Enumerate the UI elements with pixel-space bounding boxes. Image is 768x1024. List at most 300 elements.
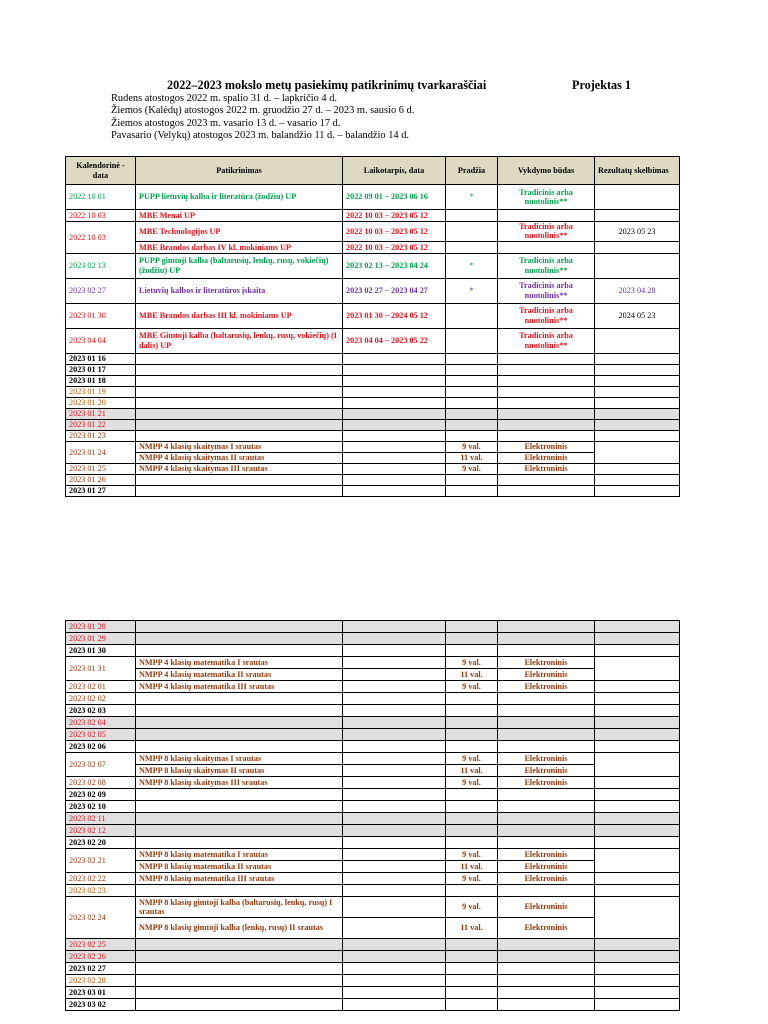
table-row bbox=[66, 185, 680, 210]
start-cell: 9 val. bbox=[446, 657, 498, 669]
result-cell bbox=[595, 975, 680, 987]
holiday-list bbox=[111, 93, 414, 143]
mode-cell bbox=[498, 789, 595, 801]
mode-cell: Tradicinis arba nuotolinis** bbox=[498, 222, 595, 242]
mode-cell: Elektroninis bbox=[498, 681, 595, 693]
table-row bbox=[66, 669, 680, 681]
result-cell bbox=[595, 441, 680, 463]
table-row bbox=[66, 485, 680, 496]
start-cell bbox=[446, 408, 498, 419]
result-cell bbox=[595, 241, 680, 253]
mode-cell bbox=[498, 963, 595, 975]
date-cell: 2023 02 27 bbox=[66, 963, 136, 975]
mode-cell bbox=[498, 987, 595, 999]
table-row bbox=[66, 729, 680, 741]
mode-cell bbox=[498, 241, 595, 253]
test-name-cell: MBE Menai UP bbox=[136, 210, 343, 222]
test-name-cell: PUPP lietuvių kalba ir literatūra (žodžiu) UP bbox=[136, 185, 343, 210]
mode-cell bbox=[498, 999, 595, 1011]
mode-cell: Elektroninis bbox=[498, 452, 595, 463]
mode-cell bbox=[498, 621, 595, 633]
start-cell: 9 val. bbox=[446, 463, 498, 474]
holiday-christmas: Žiemos (Kalėdų) atostogos 2022 m. gruodžio 27 d. – 2023 m. sausio 6 d. bbox=[111, 105, 415, 117]
test-name-cell bbox=[136, 729, 343, 741]
start-cell: 9 val. bbox=[446, 849, 498, 861]
result-cell bbox=[595, 789, 680, 801]
table-row bbox=[66, 430, 680, 441]
period-cell bbox=[343, 789, 446, 801]
date-cell: 2023 01 27 bbox=[66, 485, 136, 496]
date-cell: 2023 01 28 bbox=[66, 621, 136, 633]
table-row bbox=[66, 897, 680, 918]
mode-cell: Tradicinis arba nuotolinis** bbox=[498, 303, 595, 328]
mode-cell bbox=[498, 885, 595, 897]
result-cell bbox=[595, 999, 680, 1011]
start-cell bbox=[446, 430, 498, 441]
period-cell bbox=[343, 657, 446, 669]
mode-cell: Elektroninis bbox=[498, 669, 595, 681]
period-cell bbox=[343, 987, 446, 999]
date-cell: 2023 01 19 bbox=[66, 386, 136, 397]
test-name-cell: PUPP gimtoji kalba (baltarusių, lenkų, rusų, vokiečių) (žodžiu) UP bbox=[136, 253, 343, 278]
test-name-cell bbox=[136, 693, 343, 705]
result-cell bbox=[595, 693, 680, 705]
test-name-cell: NMPP 8 klasių skaitymas I srautas bbox=[136, 753, 343, 765]
date-cell: 2023 02 05 bbox=[66, 729, 136, 741]
start-cell: 9 val. bbox=[446, 441, 498, 452]
start-cell bbox=[446, 364, 498, 375]
mode-cell bbox=[498, 645, 595, 657]
start-cell bbox=[446, 375, 498, 386]
start-cell: 9 val. bbox=[446, 777, 498, 789]
start-cell bbox=[446, 837, 498, 849]
date-cell: 2023 02 02 bbox=[66, 693, 136, 705]
table-row bbox=[66, 681, 680, 693]
table-row bbox=[66, 873, 680, 885]
table-row bbox=[66, 918, 680, 939]
start-cell: 11 val. bbox=[446, 452, 498, 463]
period-cell bbox=[343, 693, 446, 705]
result-cell bbox=[595, 873, 680, 885]
table-row bbox=[66, 861, 680, 873]
period-cell bbox=[343, 813, 446, 825]
period-cell bbox=[343, 705, 446, 717]
period-cell: 2023 02 13 – 2023 04 24 bbox=[343, 253, 446, 278]
date-cell: 2022 10 03 bbox=[66, 210, 136, 222]
start-cell: 11 val. bbox=[446, 918, 498, 939]
table-row bbox=[66, 705, 680, 717]
start-cell: 9 val. bbox=[446, 681, 498, 693]
date-cell: 2023 01 25 bbox=[66, 463, 136, 474]
test-name-cell: MBE Brandos darbas III kl. mokiniams UP bbox=[136, 303, 343, 328]
mode-cell: Elektroninis bbox=[498, 765, 595, 777]
start-cell bbox=[446, 885, 498, 897]
table-row bbox=[66, 999, 680, 1011]
date-cell: 2023 02 21 bbox=[66, 849, 136, 873]
date-cell: 2023 02 28 bbox=[66, 975, 136, 987]
test-name-cell bbox=[136, 999, 343, 1011]
table-row bbox=[66, 741, 680, 753]
period-cell bbox=[343, 729, 446, 741]
table-row bbox=[66, 353, 680, 364]
project-label: Projektas 1 bbox=[572, 78, 632, 92]
mode-cell: Elektroninis bbox=[498, 873, 595, 885]
period-cell bbox=[343, 419, 446, 430]
test-name-cell bbox=[136, 645, 343, 657]
mode-cell bbox=[498, 375, 595, 386]
result-cell bbox=[595, 430, 680, 441]
table-row bbox=[66, 939, 680, 951]
table-row bbox=[66, 777, 680, 789]
start-cell: 9 val. bbox=[446, 897, 498, 918]
start-cell bbox=[446, 474, 498, 485]
mode-cell: Tradicinis arba nuotolinis** bbox=[498, 185, 595, 210]
test-name-cell: NMPP 8 klasių matematika I srautas bbox=[136, 849, 343, 861]
result-cell bbox=[595, 801, 680, 813]
result-cell bbox=[595, 951, 680, 963]
start-cell bbox=[446, 975, 498, 987]
result-cell bbox=[595, 419, 680, 430]
date-cell: 2023 02 25 bbox=[66, 939, 136, 951]
date-cell: 2023 01 30 bbox=[66, 645, 136, 657]
period-cell bbox=[343, 452, 446, 463]
table-row bbox=[66, 951, 680, 963]
date-cell: 2023 01 29 bbox=[66, 633, 136, 645]
start-cell bbox=[446, 825, 498, 837]
date-cell: 2023 02 11 bbox=[66, 813, 136, 825]
period-cell bbox=[343, 645, 446, 657]
test-name-cell: Lietuvių kalbos ir literatūros įskaita bbox=[136, 278, 343, 303]
date-cell: 2023 02 10 bbox=[66, 801, 136, 813]
start-cell bbox=[446, 241, 498, 253]
date-cell: 2023 01 21 bbox=[66, 408, 136, 419]
table-row bbox=[66, 463, 680, 474]
period-cell bbox=[343, 801, 446, 813]
schedule-table-page2 bbox=[65, 620, 680, 1011]
period-cell bbox=[343, 897, 446, 918]
result-cell bbox=[595, 408, 680, 419]
start-cell: * bbox=[446, 185, 498, 210]
result-cell bbox=[595, 657, 680, 681]
mode-cell bbox=[498, 813, 595, 825]
period-cell: 2022 10 03 – 2023 05 12 bbox=[343, 222, 446, 242]
result-cell bbox=[595, 621, 680, 633]
result-cell bbox=[595, 729, 680, 741]
table-row bbox=[66, 441, 680, 452]
period-cell: 2023 02 27 – 2023 04 27 bbox=[343, 278, 446, 303]
result-cell bbox=[595, 777, 680, 789]
start-cell bbox=[446, 801, 498, 813]
result-cell bbox=[595, 813, 680, 825]
mode-cell: Elektroninis bbox=[498, 918, 595, 939]
test-name-cell: NMPP 4 klasių skaitymas II srautas bbox=[136, 452, 343, 463]
date-cell: 2023 02 07 bbox=[66, 753, 136, 777]
date-cell: 2023 04 04 bbox=[66, 328, 136, 353]
table-row bbox=[66, 717, 680, 729]
table-row bbox=[66, 210, 680, 222]
test-name-cell: MBE Technologijos UP bbox=[136, 222, 343, 242]
mode-cell bbox=[498, 693, 595, 705]
mode-cell bbox=[498, 474, 595, 485]
test-name-cell bbox=[136, 837, 343, 849]
date-cell: 2023 03 01 bbox=[66, 987, 136, 999]
test-name-cell bbox=[136, 397, 343, 408]
table-row bbox=[66, 633, 680, 645]
date-cell: 2023 02 08 bbox=[66, 777, 136, 789]
result-cell bbox=[595, 705, 680, 717]
table-row bbox=[66, 241, 680, 253]
header-period: Laikotarpis, data bbox=[343, 157, 446, 185]
result-cell bbox=[595, 645, 680, 657]
table-row bbox=[66, 825, 680, 837]
test-name-cell bbox=[136, 825, 343, 837]
table-row bbox=[66, 253, 680, 278]
mode-cell bbox=[498, 485, 595, 496]
table-row bbox=[66, 645, 680, 657]
period-cell bbox=[343, 441, 446, 452]
holiday-autumn: Rudens atostogos 2022 m. spalio 31 d. – lapkričio 4 d. bbox=[111, 93, 337, 104]
table-row bbox=[66, 765, 680, 777]
table-row bbox=[66, 987, 680, 999]
table-row bbox=[66, 386, 680, 397]
mode-cell: Elektroninis bbox=[498, 777, 595, 789]
period-cell bbox=[343, 885, 446, 897]
start-cell bbox=[446, 353, 498, 364]
mode-cell: Elektroninis bbox=[498, 861, 595, 873]
test-name-cell: NMPP 8 klasių gimtoji kalba (baltarusių, lenkų, rusų) I srautas bbox=[136, 897, 343, 918]
document-header bbox=[0, 78, 768, 142]
table-row bbox=[66, 452, 680, 463]
holiday-winter: Žiemos atostogos 2023 m. vasario 13 d. – vasario 17 d. bbox=[111, 117, 341, 129]
date-cell: 2023 02 20 bbox=[66, 837, 136, 849]
test-name-cell bbox=[136, 485, 343, 496]
table-row bbox=[66, 375, 680, 386]
table-row bbox=[66, 621, 680, 633]
test-name-cell bbox=[136, 975, 343, 987]
period-cell bbox=[343, 463, 446, 474]
table-row bbox=[66, 813, 680, 825]
mode-cell bbox=[498, 729, 595, 741]
start-cell bbox=[446, 987, 498, 999]
result-cell bbox=[595, 375, 680, 386]
table-row bbox=[66, 408, 680, 419]
mode-cell bbox=[498, 975, 595, 987]
date-cell: 2023 01 16 bbox=[66, 353, 136, 364]
result-cell bbox=[595, 849, 680, 873]
result-cell bbox=[595, 397, 680, 408]
period-cell bbox=[343, 999, 446, 1011]
result-cell bbox=[595, 463, 680, 474]
period-cell bbox=[343, 777, 446, 789]
mode-cell bbox=[498, 705, 595, 717]
mode-cell: Elektroninis bbox=[498, 463, 595, 474]
period-cell bbox=[343, 837, 446, 849]
date-cell: 2023 02 01 bbox=[66, 681, 136, 693]
header-mode: Vykdymo būdas bbox=[498, 157, 595, 185]
period-cell bbox=[343, 408, 446, 419]
date-cell: 2023 01 18 bbox=[66, 375, 136, 386]
date-cell: 2023 01 24 bbox=[66, 441, 136, 463]
test-name-cell bbox=[136, 375, 343, 386]
date-cell: 2023 02 09 bbox=[66, 789, 136, 801]
result-cell bbox=[595, 885, 680, 897]
result-cell bbox=[595, 963, 680, 975]
period-cell bbox=[343, 951, 446, 963]
result-cell bbox=[595, 485, 680, 496]
start-cell bbox=[446, 645, 498, 657]
period-cell bbox=[343, 353, 446, 364]
date-cell: 2023 02 13 bbox=[66, 253, 136, 278]
period-cell bbox=[343, 753, 446, 765]
table-row bbox=[66, 328, 680, 353]
test-name-cell bbox=[136, 705, 343, 717]
result-cell bbox=[595, 386, 680, 397]
test-name-cell bbox=[136, 430, 343, 441]
result-cell bbox=[595, 897, 680, 939]
result-cell bbox=[595, 633, 680, 645]
date-cell: 2023 01 30 bbox=[66, 303, 136, 328]
period-cell bbox=[343, 939, 446, 951]
start-cell bbox=[446, 621, 498, 633]
start-cell bbox=[446, 705, 498, 717]
mode-cell: Elektroninis bbox=[498, 441, 595, 452]
period-cell bbox=[343, 765, 446, 777]
table-row bbox=[66, 419, 680, 430]
table-row bbox=[66, 222, 680, 242]
test-name-cell bbox=[136, 951, 343, 963]
period-cell bbox=[343, 861, 446, 873]
mode-cell: Tradicinis arba nuotolinis** bbox=[498, 278, 595, 303]
test-name-cell bbox=[136, 419, 343, 430]
period-cell: 2022 10 03 – 2023 05 12 bbox=[343, 210, 446, 222]
test-name-cell: NMPP 4 klasių matematika III srautas bbox=[136, 681, 343, 693]
mode-cell: Elektroninis bbox=[498, 657, 595, 669]
period-cell bbox=[343, 621, 446, 633]
test-name-cell bbox=[136, 353, 343, 364]
start-cell: 9 val. bbox=[446, 873, 498, 885]
test-name-cell: MBE Brandos darbas IV kl. mokiniams UP bbox=[136, 241, 343, 253]
start-cell bbox=[446, 485, 498, 496]
test-name-cell bbox=[136, 939, 343, 951]
table-row bbox=[66, 693, 680, 705]
holiday-easter: Pavasario (Velykų) atostogos 2023 m. balandžio 11 d. – balandžio 14 d. bbox=[111, 130, 409, 142]
start-cell bbox=[446, 419, 498, 430]
start-cell bbox=[446, 939, 498, 951]
date-cell: 2023 02 23 bbox=[66, 885, 136, 897]
test-name-cell: NMPP 8 klasių matematika III srautas bbox=[136, 873, 343, 885]
period-cell bbox=[343, 633, 446, 645]
period-cell bbox=[343, 364, 446, 375]
date-cell: 2023 03 02 bbox=[66, 999, 136, 1011]
start-cell bbox=[446, 813, 498, 825]
mode-cell bbox=[498, 801, 595, 813]
mode-cell: Tradicinis arba nuotolinis** bbox=[498, 253, 595, 278]
mode-cell: Elektroninis bbox=[498, 753, 595, 765]
test-name-cell bbox=[136, 885, 343, 897]
date-cell: 2023 01 23 bbox=[66, 430, 136, 441]
period-cell bbox=[343, 975, 446, 987]
date-cell: 2022 10 01 bbox=[66, 185, 136, 210]
period-cell bbox=[343, 918, 446, 939]
start-cell bbox=[446, 222, 498, 242]
start-cell bbox=[446, 729, 498, 741]
start-cell: 11 val. bbox=[446, 765, 498, 777]
result-cell bbox=[595, 364, 680, 375]
period-cell bbox=[343, 873, 446, 885]
period-cell bbox=[343, 430, 446, 441]
mode-cell bbox=[498, 741, 595, 753]
table-row bbox=[66, 801, 680, 813]
start-cell: * bbox=[446, 253, 498, 278]
test-name-cell bbox=[136, 801, 343, 813]
start-cell bbox=[446, 717, 498, 729]
period-cell bbox=[343, 397, 446, 408]
date-cell: 2023 01 31 bbox=[66, 657, 136, 681]
table-row bbox=[66, 975, 680, 987]
header-calendar-date: Kalendorinė - data bbox=[66, 157, 136, 185]
table-row bbox=[66, 849, 680, 861]
date-cell: 2023 02 12 bbox=[66, 825, 136, 837]
date-cell: 2023 02 26 bbox=[66, 951, 136, 963]
result-cell bbox=[595, 328, 680, 353]
result-cell bbox=[595, 753, 680, 777]
mode-cell: Elektroninis bbox=[498, 897, 595, 918]
start-cell bbox=[446, 386, 498, 397]
period-cell: 2023 01 30 – 2024 05 12 bbox=[343, 303, 446, 328]
result-cell: 2023 05 23 bbox=[595, 222, 680, 242]
mode-cell bbox=[498, 210, 595, 222]
start-cell bbox=[446, 210, 498, 222]
start-cell bbox=[446, 789, 498, 801]
table-row bbox=[66, 474, 680, 485]
start-cell bbox=[446, 693, 498, 705]
table-row bbox=[66, 837, 680, 849]
result-cell: 2023 04 28 bbox=[595, 278, 680, 303]
table-row bbox=[66, 278, 680, 303]
start-cell bbox=[446, 951, 498, 963]
period-cell: 2022 10 03 – 2023 05 12 bbox=[343, 241, 446, 253]
date-cell: 2022 10 03 bbox=[66, 222, 136, 254]
mode-cell bbox=[498, 419, 595, 430]
date-cell: 2023 01 22 bbox=[66, 419, 136, 430]
result-cell bbox=[595, 987, 680, 999]
mode-cell bbox=[498, 825, 595, 837]
test-name-cell bbox=[136, 364, 343, 375]
date-cell: 2023 01 20 bbox=[66, 397, 136, 408]
table-row bbox=[66, 364, 680, 375]
result-cell bbox=[595, 741, 680, 753]
date-cell: 2023 02 22 bbox=[66, 873, 136, 885]
start-cell: 11 val. bbox=[446, 861, 498, 873]
result-cell bbox=[595, 353, 680, 364]
table-row bbox=[66, 753, 680, 765]
result-cell bbox=[595, 474, 680, 485]
schedule-table-page1 bbox=[65, 156, 680, 497]
mode-cell: Elektroninis bbox=[498, 849, 595, 861]
mode-cell bbox=[498, 837, 595, 849]
test-name-cell: NMPP 4 klasių skaitymas III srautas bbox=[136, 463, 343, 474]
mode-cell bbox=[498, 386, 595, 397]
test-name-cell bbox=[136, 717, 343, 729]
table-row bbox=[66, 963, 680, 975]
test-name-cell: MBE Gimtoji kalba (baltarusių, lenkų, rusų, vokiečių) (I dalis) UP bbox=[136, 328, 343, 353]
start-cell: * bbox=[446, 278, 498, 303]
header-results: Rezultatų skelbimas bbox=[595, 157, 680, 185]
test-name-cell bbox=[136, 386, 343, 397]
header-start: Pradžia bbox=[446, 157, 498, 185]
period-cell bbox=[343, 741, 446, 753]
period-cell bbox=[343, 386, 446, 397]
